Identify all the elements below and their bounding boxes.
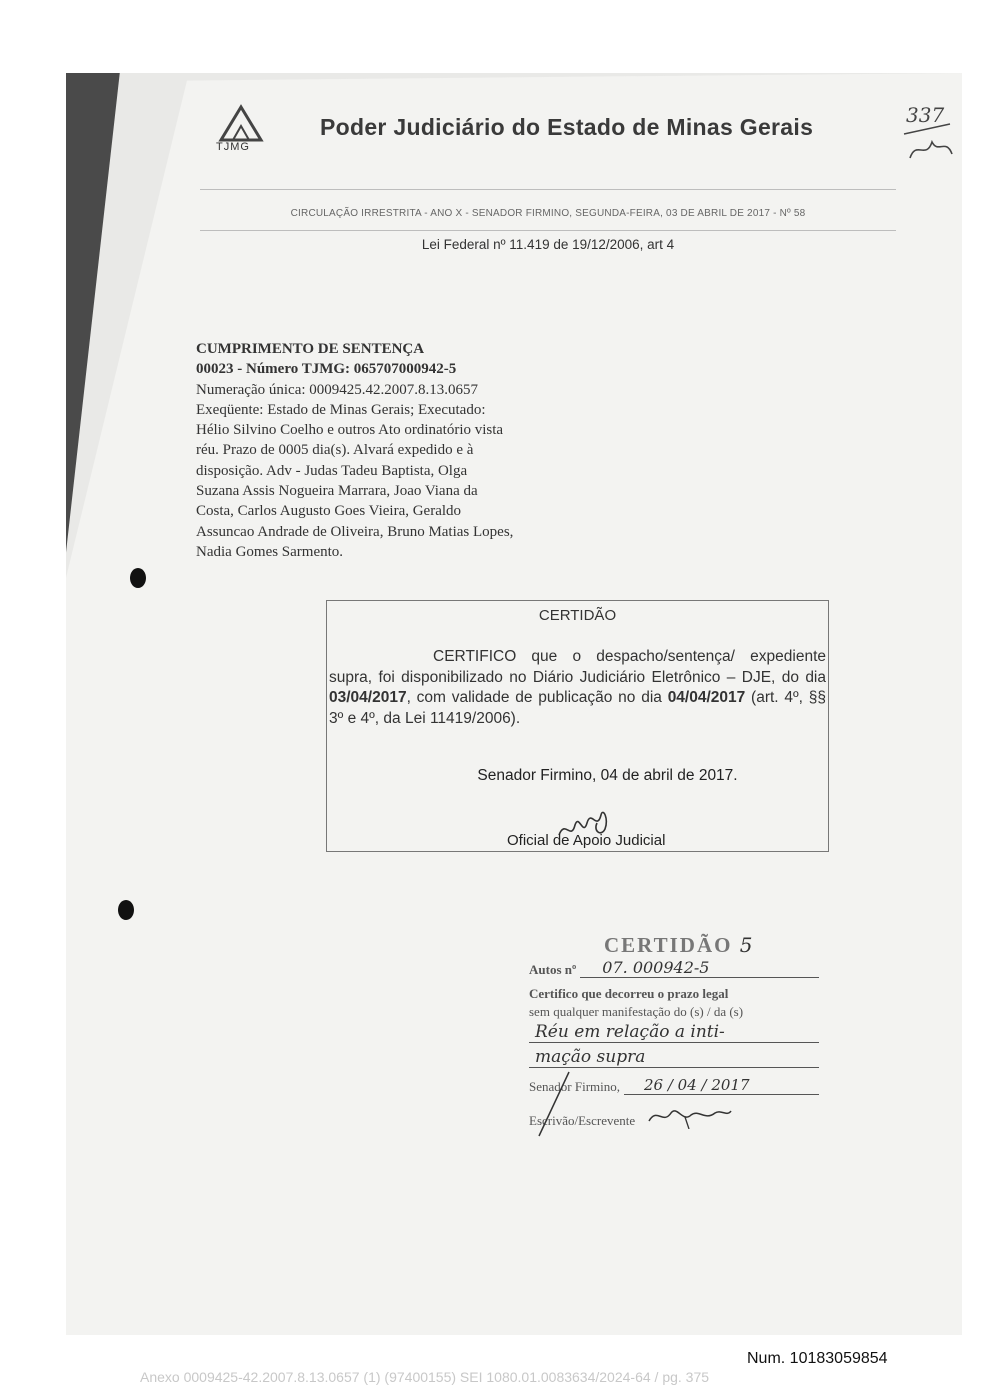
certidao-text-part: , com validade de publicação no dia — [406, 689, 668, 707]
stamp-title-text: CERTIDÃO — [604, 933, 733, 957]
handwritten-page-number — [902, 96, 962, 176]
certidao-date-publication: 04/04/2017 — [667, 689, 746, 707]
publication-line: Numeração única: 0009425.42.2007.8.13.0657 — [196, 381, 479, 398]
stamp-city-label: Senador Firmino, — [529, 1079, 620, 1094]
stamp-autos-label: Autos nº — [529, 962, 577, 977]
certidao-date-available: 03/04/2017 — [329, 689, 407, 707]
stamp-city-date: 26 / 04 / 2017 — [624, 1076, 819, 1095]
stamp-number-suffix: 5 — [739, 933, 753, 957]
circulation-line: CIRCULAÇÃO IRRESTRITA - ANO X - SENADOR FIRMINO, SEGUNDA-FEIRA, 03 DE ABRIL DE 2017 - Nº 58 — [290, 208, 806, 219]
stamp-handwritten-line: mação supra — [529, 1047, 819, 1068]
publication-block — [196, 339, 596, 562]
binder-hole — [118, 900, 134, 920]
law-reference: Lei Federal nº 11.419 de 19/12/2006, art 4 — [421, 237, 675, 252]
publication-line: Hélio Silvino Coelho e outros Ato ordinatório vista — [196, 422, 504, 439]
publication-line: réu. Prazo de 0005 dia(s). Alvará expedido e à — [196, 442, 474, 459]
margin-note-text: 337 — [906, 103, 945, 127]
certidao-city-date: Senador Firmino, 04 de abril de 2017. — [477, 767, 738, 784]
publication-line: Assuncao Andrade de Oliveira, Bruno Matias Lopes, — [196, 523, 514, 540]
annex-reference: Anexo 0009425-42.2007.8.13.0657 (1) (97400155) SEI 1080.01.0083634/2024-64 / pg. 375 — [140, 1369, 710, 1385]
page-title: Poder Judiciário do Estado de Minas Gerais — [320, 114, 814, 140]
publication-line: Suzana Assis Nogueira Marrara, Joao Viana da — [196, 483, 478, 500]
publication-number: 00023 - Número TJMG: 065707000942-5 — [196, 361, 457, 378]
publication-line: Costa, Carlos Augusto Goes Vieira, Geraldo — [196, 503, 462, 520]
stamp-line: Certifico que decorreu o prazo legal — [529, 986, 729, 1001]
logo-text: TJMG — [216, 141, 250, 153]
stamp-slash-mark — [535, 1070, 575, 1140]
document-number: Num. 10183059854 — [747, 1350, 888, 1367]
publication-line: Exeqüente: Estado de Minas Gerais; Executado: — [196, 401, 486, 418]
stamp-title — [604, 933, 752, 958]
certidao-signature-label: Oficial de Apoio Judicial — [507, 832, 666, 849]
stamp-line: sem qualquer manifestação do (s) / da (s) — [529, 1004, 744, 1019]
stamp-autos-value: 07. 000942-5 — [580, 958, 819, 978]
stamp-signature — [645, 1103, 735, 1129]
publication-line: Nadia Gomes Sarmento. — [196, 543, 344, 560]
stamp-clerk-label: Escrivão/Escrevente — [529, 1113, 636, 1128]
publication-heading: CUMPRIMENTO DE SENTENÇA — [196, 341, 425, 357]
certidao-box — [326, 600, 829, 852]
binder-hole — [130, 568, 146, 588]
header-divider-top — [200, 189, 896, 190]
certidao-title: CERTIDÃO — [538, 607, 617, 624]
certidao-text-part: (art. 4º, §§ 3º e 4º, da Lei 11419/2006). — [329, 689, 827, 727]
header-divider-bottom — [200, 230, 896, 231]
publication-line: disposição. Adv - Judas Tadeu Baptista, Olga — [196, 462, 468, 479]
certidao-text — [329, 647, 826, 729]
stamp-handwritten-line: Réu em relação a inti- — [529, 1022, 819, 1043]
certidao-text-part: CERTIFICO que o despacho/sentença/ expediente supra, foi disponibilizado no Diário Judiciário Eletrônico – DJE, do dia — [329, 648, 826, 686]
